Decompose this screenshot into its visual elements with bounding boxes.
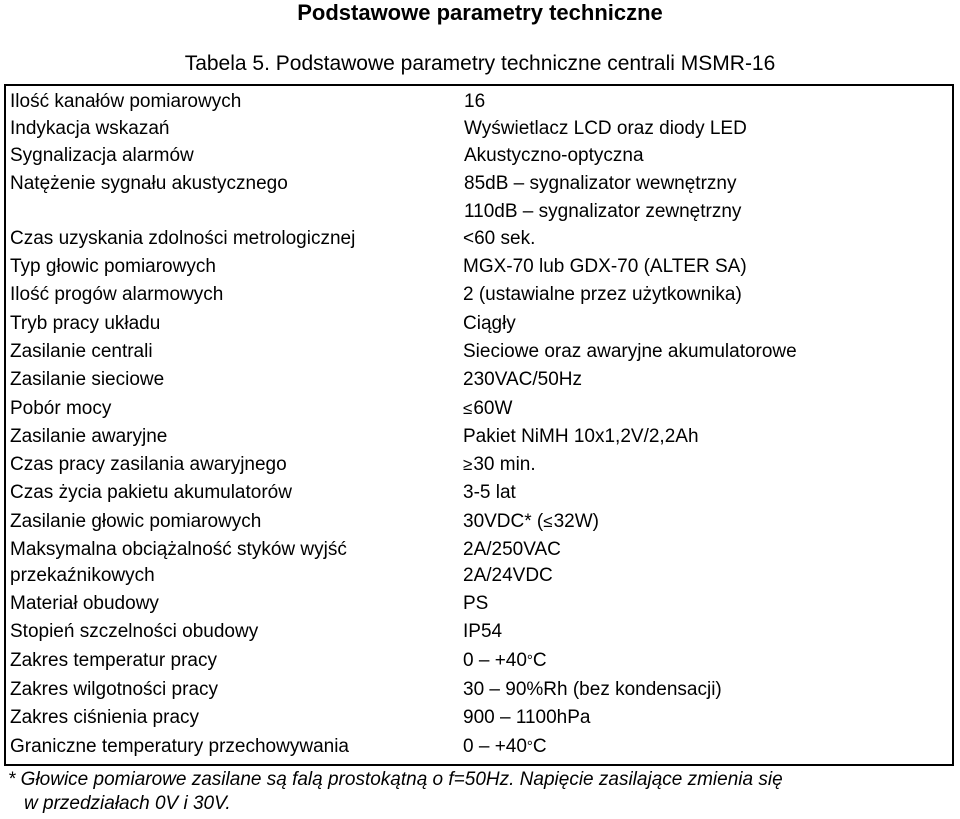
row-value-line2: 110dB – sygnalizator zewnętrzny [464, 201, 742, 222]
row-value-text: 0 – +40 [463, 650, 527, 671]
row-value [463, 396, 512, 422]
row-value: Ciągły [463, 313, 516, 334]
degree-sign: ° [526, 738, 533, 755]
row-value: Akustyczno-optyczna [464, 145, 644, 166]
row-value-unit: C [532, 736, 547, 757]
footnote [8, 768, 958, 816]
table-caption: Tabela 5. Podstawowe parametry techniczne centrali MSMR-16 [184, 52, 776, 75]
row-value: 230VAC/50Hz [463, 369, 582, 390]
footnote-line-2: w przedziałach 0V i 30V. [24, 793, 231, 814]
row-value-text: 30VDC* ( [463, 511, 544, 532]
less-equal-sign: ≤ [463, 399, 473, 418]
row-value [463, 509, 599, 535]
row-value: IP54 [463, 621, 503, 642]
row-label: Ilość progów alarmowych [10, 284, 224, 305]
row-value: MGX-70 lub GDX-70 (ALTER SA) [463, 256, 747, 277]
row-label: Graniczne temperatury przechowywania [10, 736, 349, 757]
row-label: Zakres temperatur pracy [10, 650, 217, 671]
row-label: Zakres wilgotności pracy [10, 679, 219, 700]
row-label: Zasilanie sieciowe [10, 369, 165, 390]
section-heading: Podstawowe parametry techniczne [297, 0, 663, 25]
row-value: 900 – 1100hPa [463, 707, 591, 728]
row-value: 2 (ustawialne przez użytkownika) [463, 284, 742, 305]
row-value-tail: 32W) [553, 511, 599, 532]
row-label: Zasilanie centrali [10, 341, 153, 362]
row-value: PS [463, 593, 489, 614]
row-label: Stopień szczelności obudowy [10, 621, 259, 642]
row-value: Sieciowe oraz awaryjne akumulatorowe [463, 341, 797, 362]
row-value-unit: C [532, 650, 547, 671]
row-label: Indykacja wskazań [10, 118, 170, 139]
row-label: Maksymalna obciążalność styków wyjść [10, 539, 347, 560]
row-value-text: 60W [473, 398, 513, 419]
row-value [463, 734, 547, 761]
row-label: Natężenie sygnału akustycznego [10, 173, 288, 194]
row-label: Zasilanie awaryjne [10, 426, 168, 447]
row-value [463, 452, 536, 478]
row-value-text: 30 min. [473, 454, 536, 475]
row-label: Ilość kanałów pomiarowych [10, 91, 242, 112]
row-value: 2A/250VAC [463, 539, 561, 560]
row-value: 16 [464, 91, 486, 112]
footnote-line-1: * Głowice pomiarowe zasilane są falą prostokątną o f=50Hz. Napięcie zasilające zmienia się [8, 769, 783, 790]
row-label: Zasilanie głowic pomiarowych [10, 511, 262, 532]
row-label: Tryb pracy układu [10, 313, 161, 334]
row-label: Typ głowic pomiarowych [10, 256, 216, 277]
row-value: 85dB – sygnalizator wewnętrzny [464, 173, 737, 194]
degree-sign: ° [526, 652, 533, 669]
row-label: Czas uzyskania zdolności metrologicznej [10, 228, 356, 249]
row-label: Sygnalizacja alarmów [10, 145, 194, 166]
row-label: Materiał obudowy [10, 593, 159, 614]
less-equal-sign: ≤ [543, 512, 553, 531]
row-value [463, 648, 547, 675]
row-value: Wyświetlacz LCD oraz diody LED [464, 118, 747, 139]
row-value-line2: 2A/24VDC [463, 565, 553, 586]
row-label: Zakres ciśnienia pracy [10, 707, 200, 728]
row-label: Czas pracy zasilania awaryjnego [10, 454, 287, 475]
row-value-text: 0 – +40 [463, 736, 527, 757]
row-value: Pakiet NiMH 10x1,2V/2,2Ah [463, 426, 699, 447]
row-value: 30 – 90%Rh (bez kondensacji) [463, 679, 722, 700]
row-value: <60 sek. [463, 228, 536, 249]
row-label: Czas życia pakietu akumulatorów [10, 482, 292, 503]
row-label: Pobór mocy [10, 398, 112, 419]
greater-equal-sign: ≥ [463, 455, 473, 474]
row-value: 3-5 lat [463, 482, 516, 503]
row-label-line2: przekaźnikowych [10, 565, 155, 586]
